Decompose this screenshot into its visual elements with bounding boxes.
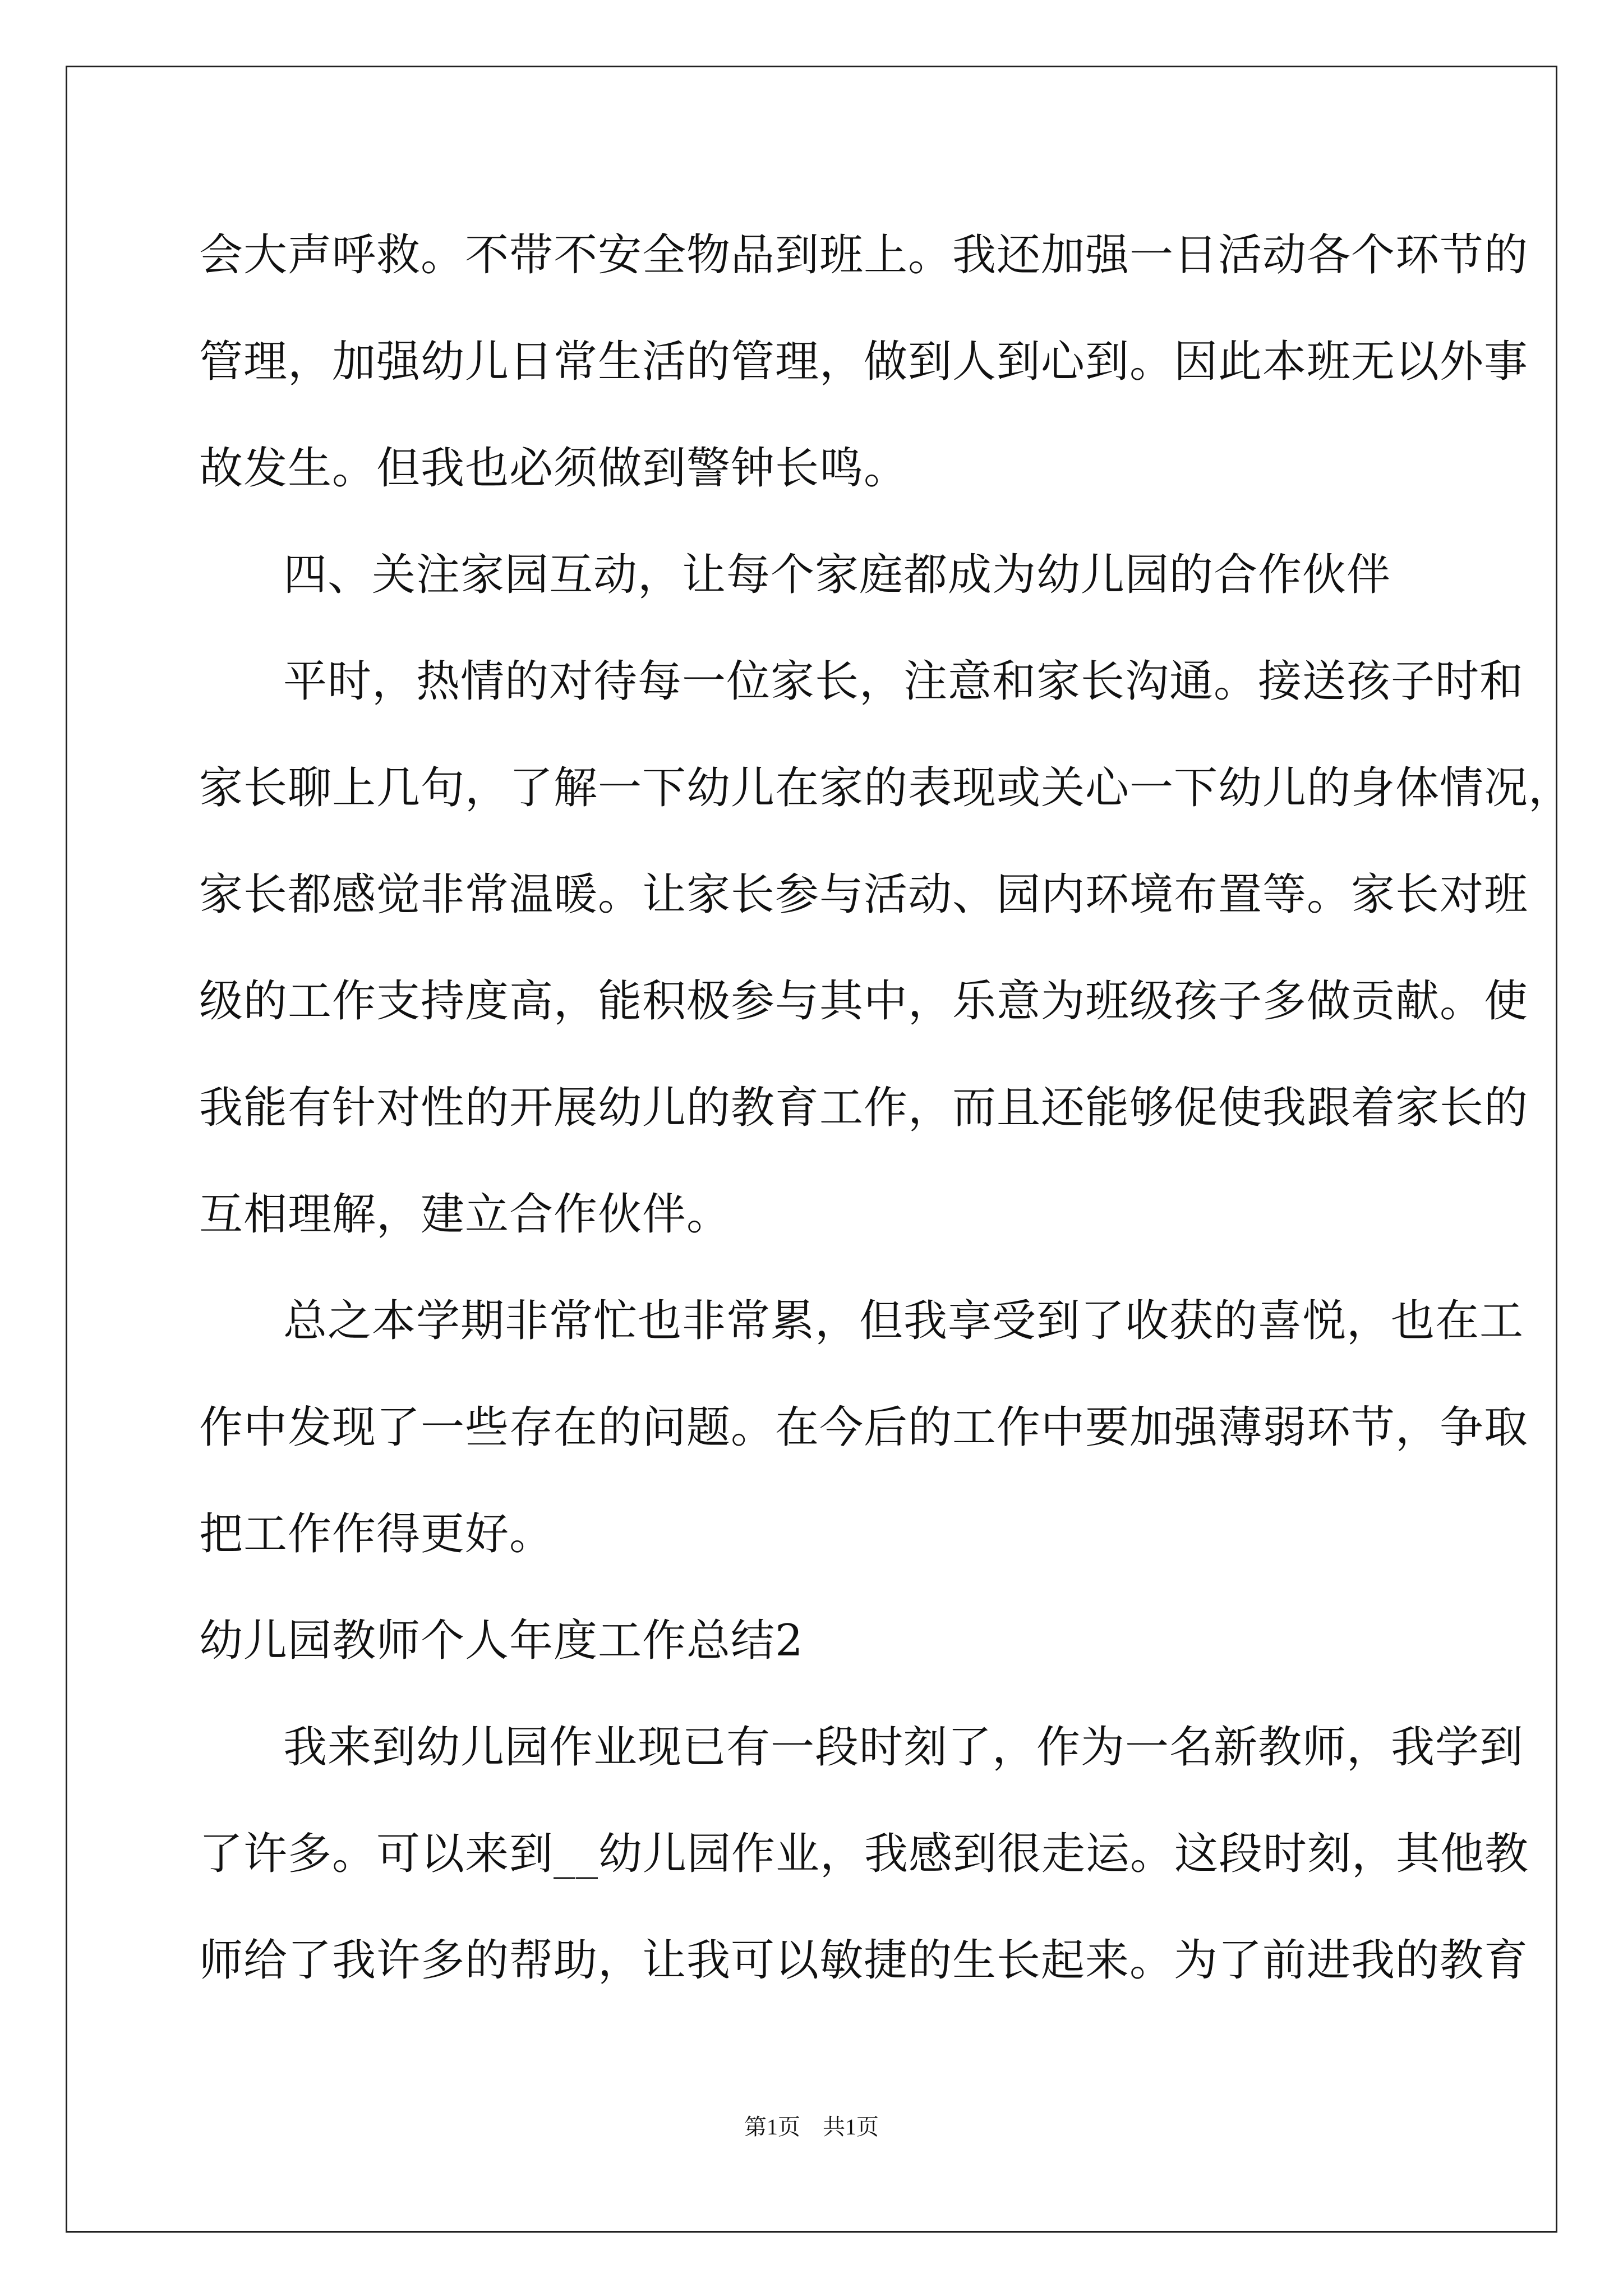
- text-line: 家长聊上几句，了解一下幼儿在家的表现或关心一下幼儿的身体情况，: [199, 763, 1573, 813]
- text-line: 管理，加强幼儿日常生活的管理，做到人到心到。因此本班无以外事: [199, 337, 1529, 387]
- text-line: 了许多。可以来到__幼儿园作业，我感到很走运。这段时刻，其他教: [199, 1829, 1529, 1879]
- text-line: 总之本学期非常忙也非常累，但我享受到了收获的喜悦，也在工: [283, 1296, 1524, 1346]
- text-line: 会大声呼救。不带不安全物品到班上。我还加强一日活动各个环节的: [199, 230, 1529, 280]
- section-heading: 四、关注家园互动，让每个家庭都成为幼儿园的合作伙伴: [283, 550, 1391, 600]
- document-body: [199, 202, 1573, 2014]
- text-line: 我来到幼儿园作业现已有一段时刻了，作为一名新教师，我学到: [283, 1722, 1524, 1773]
- page-number: 第1页: [744, 2114, 800, 2139]
- text-line: 家长都感觉非常温暖。让家长参与活动、园内环境布置等。家长对班: [199, 869, 1529, 920]
- text-line: 师给了我许多的帮助，让我可以敏捷的生长起来。为了前进我的教育: [199, 1935, 1529, 1986]
- text-line: 级的工作支持度高，能积极参与其中，乐意为班级孩子多做贡献。使: [199, 976, 1529, 1027]
- text-line: 平时，热情的对待每一位家长，注意和家长沟通。接送孩子时和: [283, 656, 1524, 707]
- text-line: 故发生。但我也必须做到警钟长鸣。: [199, 443, 909, 494]
- page-footer: [0, 2109, 1623, 2141]
- text-line: 互相理解，建立合作伙伴。: [199, 1189, 731, 1240]
- text-line: 作中发现了一些存在的问题。在今后的工作中要加强薄弱环节，争取: [199, 1402, 1529, 1453]
- text-line: 把工作作得更好。: [199, 1509, 554, 1559]
- document-subtitle: 幼儿园教师个人年度工作总结2: [199, 1616, 804, 1666]
- text-line: 我能有针对性的开展幼儿的教育工作，而且还能够促使我跟着家长的: [199, 1083, 1529, 1133]
- page-total: 共1页: [823, 2114, 879, 2139]
